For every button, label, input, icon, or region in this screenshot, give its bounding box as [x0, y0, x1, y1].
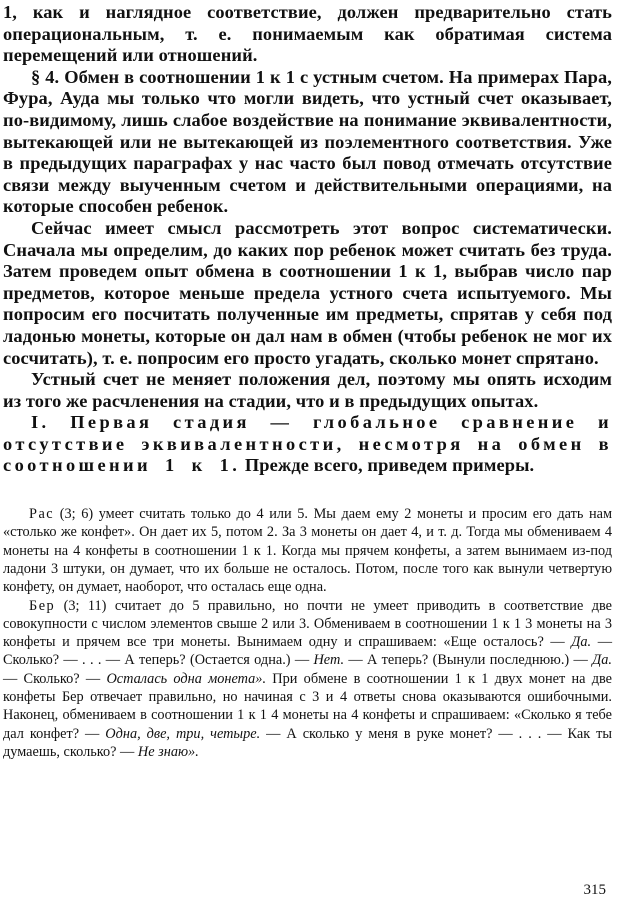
paragraph-systematic: Сейчас имеет смысл рассмотреть этот вопрос систематически. Сначала мы определим, до каких пор ребенок может считать без труда. Затем проведем опыт обмена в соотношении 1 к 1, выбрав число пар предметов, которое меньше предела устного счета испытуемого. Мы попросим его посчитать полученные им предметы, спрятав у себя под ладонью монеты, которые он дал нам в обмен (чтобы ребенок не мог их сосчитать), т. е. попросим его просто угадать, сколько монет спрятано.: [3, 217, 612, 368]
ber-answer-net: Нет.: [313, 652, 345, 669]
stage-one-heading: I. Первая стадия — глобальное сравнение и отсутствие эквивалентности, несмотря на обмен в соотношении 1 к 1.: [3, 412, 612, 476]
page-number: 315: [583, 882, 606, 898]
ber-answer-da-1: Да.: [571, 634, 592, 651]
name-ras: Рас: [29, 506, 55, 523]
section-heading: § 4. Обмен в соотношении 1 к 1 с устным счетом.: [31, 66, 444, 87]
section-body: На примерах Пара, Фура, Ауда мы только что могли видеть, что устный счет оказывает, по-видимому, лишь слабое воздействие на понимание эквивалентности, вытекающей или не вытекающей из поэлементного соответствия. Уже в предыдущих параграфах у нас часто был повод отмечать отсутствие связи между выученным счетом и действительными операциями, на которые способен ребенок.: [3, 66, 612, 217]
ber-text-6: — А сколько у меня в руке монет? — . . . — Как ты думаешь, сколько? —: [3, 725, 612, 760]
ber-text-5: При обмене в соотношении 1 к 1 двух монет на две конфеты Бер отвечает правильно, но начиная с 3 и 4 ответы снова оказываются ошибочными. Наконец, обмениваем в соотношении 1 к 1 4 монеты на 4 конфеты и спрашиваем: «Сколько я тебе дал конфет? —: [3, 670, 613, 742]
ber-answer-neznayu: Не знаю».: [137, 743, 199, 760]
spacer: [3, 477, 612, 505]
stage-one-paragraph: [3, 412, 612, 477]
main-text: [3, 2, 612, 477]
ber-answer-count: Одна, две, три, четыре.: [105, 725, 261, 742]
ber-answer-ostalas: Осталась одна монета».: [106, 670, 267, 687]
examples-text: [3, 505, 612, 761]
ber-answer-da-2: Да.: [592, 652, 612, 669]
example-ber: [3, 597, 612, 762]
name-ber: Бер: [29, 597, 56, 614]
ber-text-4: — Сколько? —: [3, 670, 107, 687]
ras-text: (3; 6) умеет считать только до 4 или 5. Мы даем ему 2 монеты и просим его дать нам «столько же конфет». Он дает их 5, потом 2. За 3 монеты он дает 4, и т. д. Тогда мы обмениваем 4 монеты на 4 конфеты в соотношении 1 к 1. Когда мы прячем конфеты, а затем вынимаем из-под ладони 3 штуки, он думает, что их больше не осталось. Потом, после того как вынули четвертую конфету, он думает, наоборот, что осталась еще одна.: [3, 506, 612, 596]
ber-text-2: — Сколько? — . . . — А теперь? (Остается одна.) —: [3, 634, 612, 669]
example-ras: [3, 505, 612, 596]
ber-text-3: — А теперь? (Вынули последнюю.) —: [344, 652, 593, 669]
section-4-paragraph: [3, 67, 612, 218]
stage-one-rest: Прежде всего, приведем примеры.: [240, 455, 535, 476]
ber-text-1: (3; 11) считает до 5 правильно, но почти не умеет приводить в соответствие две совокупности с числом элементов свыше 2 или 3. Обмениваем в соотношении 1 к 1 3 монеты на 3 конфеты и прячем все три монеты. Вынимаем одну и спрашиваем: «Еще осталось? —: [3, 597, 612, 651]
paragraph-oral-count: Устный счет не меняет положения дел, поэтому мы опять исходим из того же расчленения на стадии, что и в предыдущих опытах.: [3, 369, 612, 411]
paragraph-continuation: 1, как и наглядное соответствие, должен предварительно стать операциональным, т. е. понимаемым как обратимая система перемещений или отношений.: [3, 2, 612, 66]
